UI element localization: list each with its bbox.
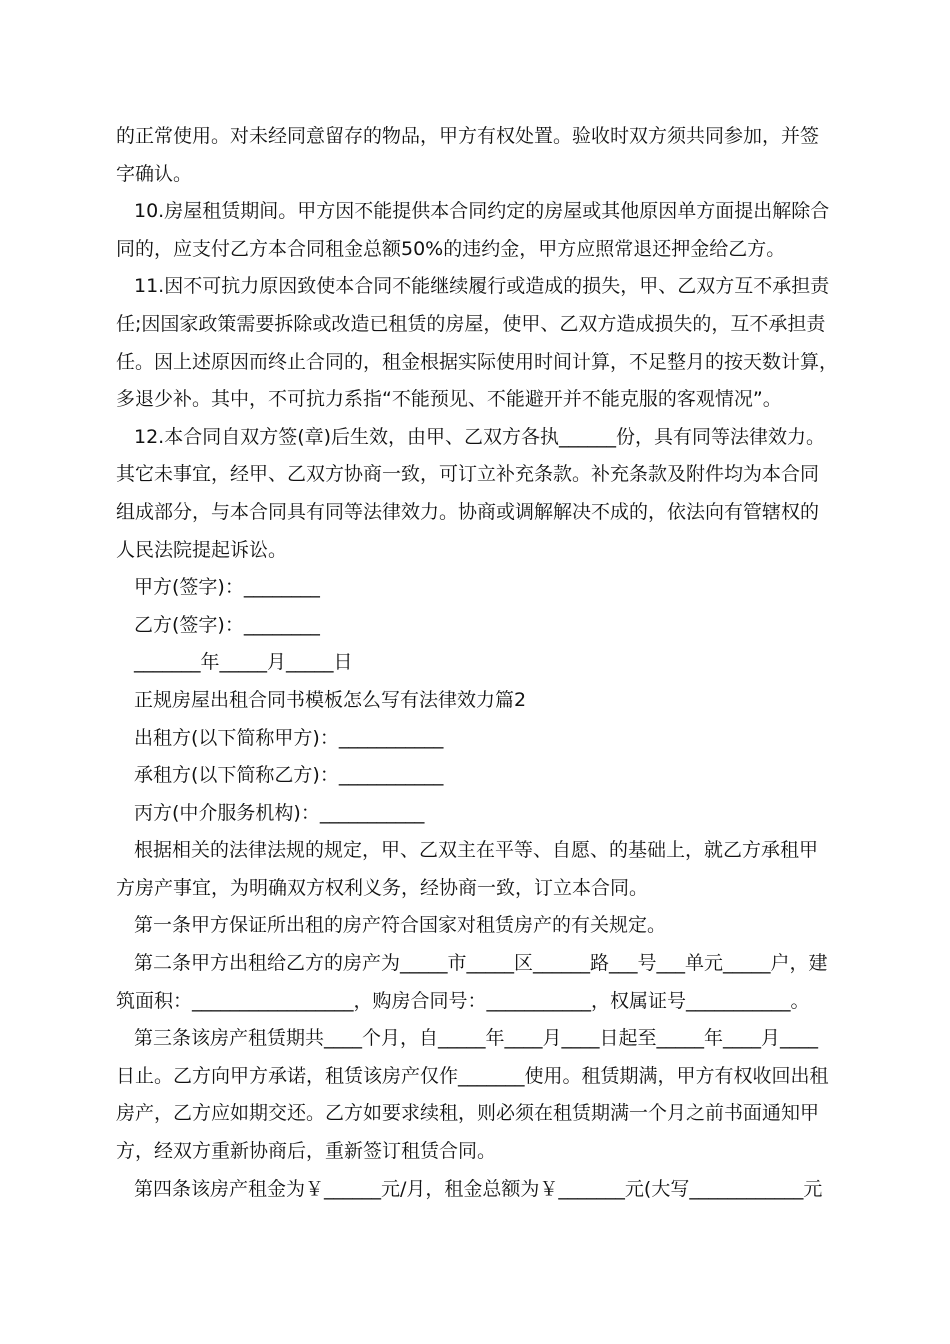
- clause-10-line: 10.房屋租赁期间。甲方因不能提供本合同约定的房屋或其他原因单方面提出解除合: [134, 200, 830, 223]
- body-text-line: 组成部分，与本合同具有同等法律效力。协商或调解解决不成的，依法向有管辖权的: [116, 500, 820, 523]
- preamble-line: 根据相关的法律法规的规定，甲、乙双主在平等、自愿、的基础上，就乙方承租甲: [134, 839, 819, 862]
- body-text-line: 人民法院提起诉讼。: [116, 538, 288, 561]
- body-text-line: 的正常使用。对未经同意留存的物品，甲方有权处置。验收时双方须共同参加，并签: [116, 125, 820, 147]
- body-text-line: 方，经双方重新协商后，重新签订租赁合同。: [116, 1140, 497, 1163]
- clause-12-line: 12.本合同自双方签(章)后生效，由甲、乙双方各执______份，具有同等法律效力。: [134, 425, 826, 448]
- body-text-line: 多退少补。其中，不可抗力系指“不能预见、不能避开并不能克服的客观情况”。: [116, 388, 782, 411]
- body-text-line: 任;因国家政策需要拆除或改造已租赁的房屋，使甲、乙双方造成损失的，互不承担责: [116, 312, 826, 335]
- article-1-line: 第一条甲方保证所出租的房产符合国家对租赁房产的有关规定。: [134, 914, 667, 937]
- body-text-line: 筑面积：_________________，购房合同号：___________，权属证号___________。: [116, 989, 810, 1012]
- body-text-line: 字确认。: [116, 162, 193, 185]
- section-heading: 正规房屋出租合同书模板怎么写有法律效力篇2: [134, 688, 527, 711]
- party-b-signature-line: 乙方(签字)：________: [134, 613, 320, 636]
- lessor-line: 出租方(以下简称甲方)：___________: [134, 726, 444, 749]
- agency-line: 丙方(中介服务机构)：___________: [134, 801, 425, 824]
- document-page: [116, 118, 838, 1208]
- article-2-line: 第二条甲方出租给乙方的房产为_____市_____区______路___号___单元_____户，建: [134, 952, 828, 975]
- party-a-signature-line: 甲方(签字)：________: [134, 576, 320, 599]
- body-text-line: 同的，应支付乙方本合同租金总额50%的违约金，甲方应照常退还押金给乙方。: [116, 237, 786, 260]
- clause-11-line: 11.因不可抗力原因致使本合同不能继续履行或造成的损失，甲、乙双方互不承担责: [134, 275, 830, 298]
- article-4-line: 第四条该房产租金为￥______元/月，租金总额为￥_______元(大写____________元: [134, 1177, 823, 1200]
- lessee-line: 承租方(以下简称乙方)：___________: [134, 764, 444, 787]
- body-text-line: 日止。乙方向甲方承诺，租赁该房产仅作_______使用。租赁期满，甲方有权收回出租: [116, 1064, 829, 1087]
- article-3-line: 第三条该房产租赁期共____个月，自_____年____月____日起至_____年____月____: [134, 1027, 819, 1050]
- body-text-line: 其它未事宜，经甲、乙双方协商一致，可订立补充条款。补充条款及附件均为本合同: [116, 463, 820, 486]
- body-text-line: 任。因上述原因而终止合同的，租金根据实际使用时间计算，不足整月的按天数计算，: [116, 350, 839, 373]
- body-text-line: 方房产事宜，为明确双方权利义务，经协商一致，订立本合同。: [116, 876, 649, 899]
- date-line: _______年_____月_____日: [134, 651, 353, 674]
- body-text-line: 房产，乙方应如期交还。乙方如要求续租，则必须在租赁期满一个月之前书面通知甲: [116, 1102, 820, 1125]
